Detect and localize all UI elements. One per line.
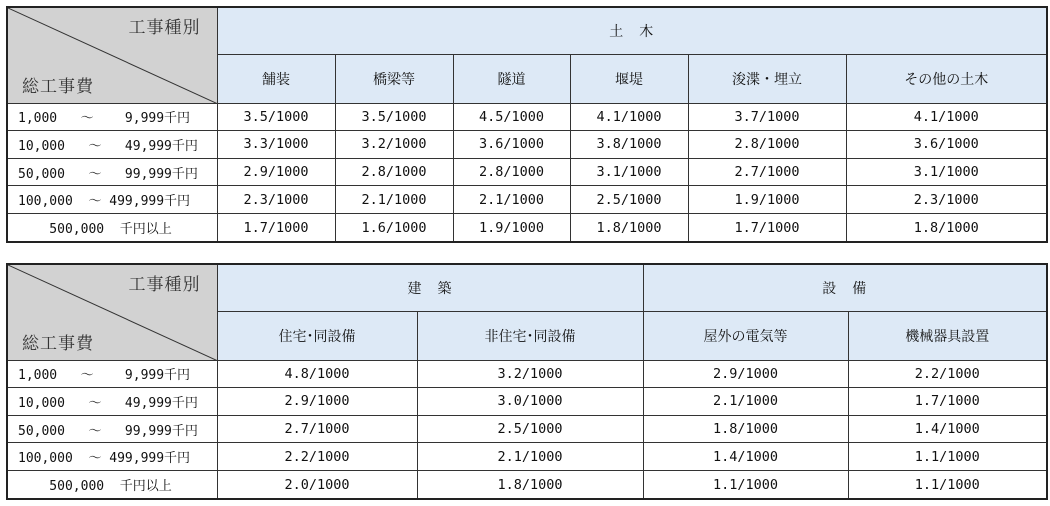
- rate-cell: 3.7/1000: [688, 103, 846, 131]
- row-cost-range-label: 1,000 ～ 9,999千円: [7, 103, 217, 131]
- work-type-label: 工事種別: [128, 275, 201, 295]
- table-row: [7, 158, 1047, 186]
- rate-cell: 4.1/1000: [570, 103, 688, 131]
- rate-cell: 1.9/1000: [453, 214, 570, 242]
- table-row: [7, 443, 1047, 471]
- rate-cell: 1.1/1000: [643, 471, 848, 499]
- row-cost-range-label: 500,000 千円以上: [7, 214, 217, 242]
- rate-cell: 2.7/1000: [217, 415, 417, 443]
- rate-cell: 1.9/1000: [688, 186, 846, 214]
- column-header: 非住宅･同設備: [417, 311, 643, 360]
- table-row: [7, 415, 1047, 443]
- rate-cell: 2.1/1000: [453, 186, 570, 214]
- rate-cell: 3.1/1000: [570, 158, 688, 186]
- rate-cell: 3.5/1000: [335, 103, 453, 131]
- rate-cell: 2.5/1000: [570, 186, 688, 214]
- rate-cell: 1.7/1000: [217, 214, 335, 242]
- table-row: [7, 131, 1047, 159]
- rate-cell: 2.8/1000: [453, 158, 570, 186]
- rate-cell: 2.5/1000: [417, 415, 643, 443]
- table-row: [7, 471, 1047, 499]
- rate-cell: 3.6/1000: [846, 131, 1047, 159]
- row-cost-range-label: 10,000 ～ 49,999千円: [7, 131, 217, 159]
- column-header: 隧道: [453, 54, 570, 103]
- table-corner-header: [7, 7, 217, 103]
- total-cost-label: 総工事費: [22, 76, 94, 97]
- rate-cell: 2.0/1000: [217, 471, 417, 499]
- rate-cell: 2.8/1000: [335, 158, 453, 186]
- rate-cell: 2.9/1000: [643, 360, 848, 388]
- rate-cell: 2.1/1000: [643, 388, 848, 416]
- rate-cell: 3.3/1000: [217, 131, 335, 159]
- civil-engineering-rate-table: [6, 6, 1048, 243]
- rate-cell: 2.9/1000: [217, 158, 335, 186]
- rate-cell: 1.1/1000: [848, 471, 1047, 499]
- rate-cell: 4.8/1000: [217, 360, 417, 388]
- rate-cell: 3.1/1000: [846, 158, 1047, 186]
- rate-cell: 2.9/1000: [217, 388, 417, 416]
- rate-cell: 1.1/1000: [848, 443, 1047, 471]
- column-header: 橋梁等: [335, 54, 453, 103]
- group-header-equipment: 設 備: [643, 264, 1047, 311]
- column-header: 浚渫・埋立: [688, 54, 846, 103]
- rate-cell: 1.8/1000: [570, 214, 688, 242]
- rate-cell: 4.5/1000: [453, 103, 570, 131]
- column-header: 堰堤: [570, 54, 688, 103]
- row-cost-range-label: 100,000 ～ 499,999千円: [7, 186, 217, 214]
- table-row: [7, 103, 1047, 131]
- rate-cell: 1.8/1000: [846, 214, 1047, 242]
- column-header: 機械器具設置: [848, 311, 1047, 360]
- row-cost-range-label: 50,000 ～ 99,999千円: [7, 158, 217, 186]
- column-header: 住宅･同設備: [217, 311, 417, 360]
- rate-cell: 1.4/1000: [848, 415, 1047, 443]
- row-cost-range-label: 500,000 千円以上: [7, 471, 217, 499]
- table-corner-header: [7, 264, 217, 360]
- row-cost-range-label: 50,000 ～ 99,999千円: [7, 415, 217, 443]
- rate-cell: 3.2/1000: [417, 360, 643, 388]
- rate-cell: 2.1/1000: [335, 186, 453, 214]
- group-header-building: 建 築: [217, 264, 643, 311]
- rate-cell: 2.2/1000: [217, 443, 417, 471]
- rate-cell: 1.8/1000: [643, 415, 848, 443]
- rate-cell: 3.2/1000: [335, 131, 453, 159]
- group-header-civil: 土 木: [217, 7, 1047, 54]
- table-row: [7, 186, 1047, 214]
- work-type-label: 工事種別: [128, 18, 201, 38]
- rate-cell: 1.6/1000: [335, 214, 453, 242]
- row-cost-range-label: 1,000 ～ 9,999千円: [7, 360, 217, 388]
- column-header: その他の土木: [846, 54, 1047, 103]
- rate-cell: 3.5/1000: [217, 103, 335, 131]
- rate-cell: 2.1/1000: [417, 443, 643, 471]
- rate-cell: 3.0/1000: [417, 388, 643, 416]
- rate-cell: 2.8/1000: [688, 131, 846, 159]
- rate-cell: 2.3/1000: [846, 186, 1047, 214]
- table-row: [7, 360, 1047, 388]
- row-cost-range-label: 100,000 ～ 499,999千円: [7, 443, 217, 471]
- rate-cell: 1.7/1000: [688, 214, 846, 242]
- column-header: 舗装: [217, 54, 335, 103]
- rate-cell: 3.8/1000: [570, 131, 688, 159]
- rate-cell: 1.7/1000: [848, 388, 1047, 416]
- rate-cell: 2.7/1000: [688, 158, 846, 186]
- table-row: [7, 214, 1047, 242]
- rate-cell: 2.2/1000: [848, 360, 1047, 388]
- row-cost-range-label: 10,000 ～ 49,999千円: [7, 388, 217, 416]
- table-row: [7, 388, 1047, 416]
- rate-cell: 4.1/1000: [846, 103, 1047, 131]
- rate-cell: 2.3/1000: [217, 186, 335, 214]
- building-equipment-rate-table: [6, 263, 1048, 500]
- column-header: 屋外の電気等: [643, 311, 848, 360]
- total-cost-label: 総工事費: [22, 333, 94, 354]
- rate-cell: 3.6/1000: [453, 131, 570, 159]
- rate-cell: 1.4/1000: [643, 443, 848, 471]
- rate-cell: 1.8/1000: [417, 471, 643, 499]
